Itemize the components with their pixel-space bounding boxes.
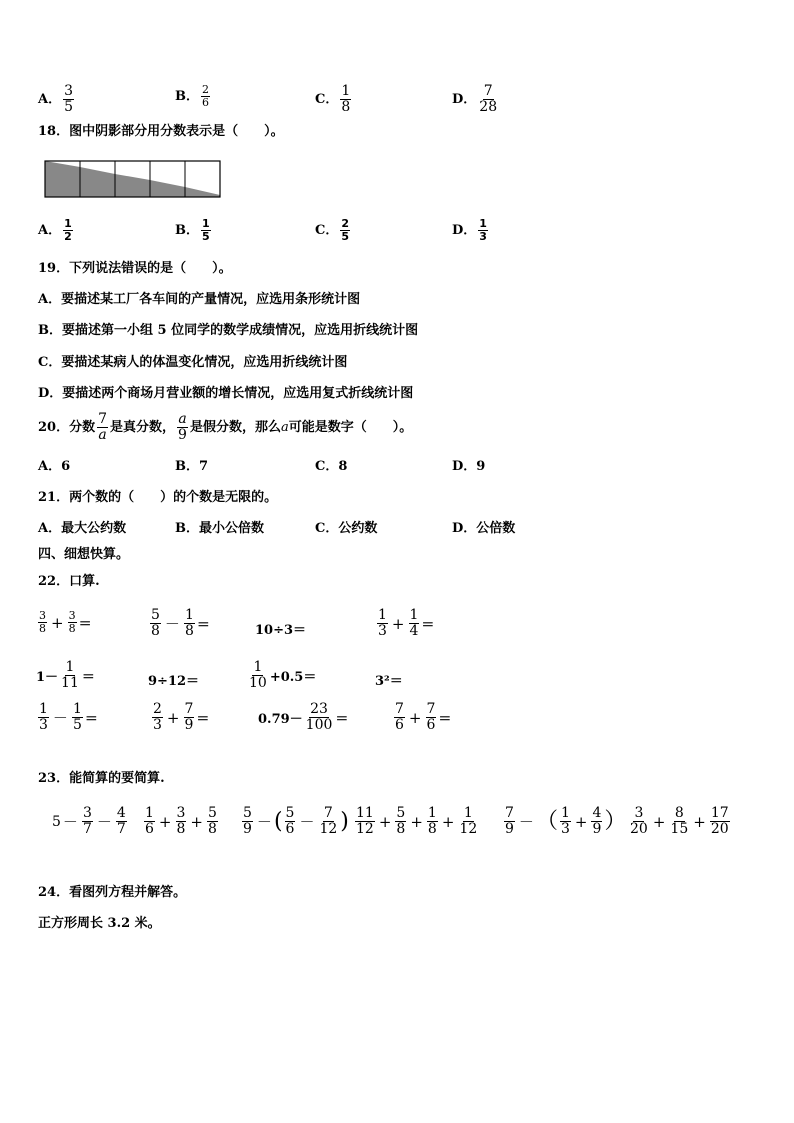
q18-question: 18．图中阴影部分用分数表示是（ ）。 bbox=[38, 124, 284, 139]
section-heading: 四、细想快算。 bbox=[38, 547, 130, 562]
q23-item-2: $\frac{1}{6}$ + $\frac{3}{8}$ + $\frac{5}{8}$ bbox=[145, 805, 217, 837]
q22-item-1: $\frac{3}{8}$ + $\frac{3}{8}$ ＝ bbox=[39, 609, 92, 635]
q22-item-12: $\frac{7}{6}$ + $\frac{7}{6}$ ＝ bbox=[395, 701, 452, 733]
q19-option-a: A．要描述某工厂各车间的产量情况，应选用条形统计图 bbox=[38, 292, 361, 307]
q21-option-a: A．最大公约数 bbox=[38, 521, 127, 536]
q18-shaded-figure bbox=[44, 160, 222, 198]
q20-option-d: D．9 bbox=[452, 459, 486, 474]
q21-option-c: C．公约数 bbox=[315, 521, 378, 536]
q22-item-8: 3²＝ bbox=[375, 674, 403, 689]
q22-item-11: 0.79－ $\frac{23}{100}$ ＝ bbox=[258, 701, 349, 733]
q22-item-10: $\frac{2}{3}$ + $\frac{7}{9}$ ＝ bbox=[153, 701, 210, 733]
q18-option-b: B． $\frac{1}{5}$ bbox=[175, 217, 210, 243]
q22-item-9: $\frac{1}{3}$ － $\frac{1}{5}$ ＝ bbox=[39, 701, 98, 733]
q22-item-4: $\frac{1}{3}$ + $\frac{1}{4}$ ＝ bbox=[378, 607, 435, 639]
q18-option-d: D． $\frac{1}{3}$ bbox=[452, 217, 487, 243]
q23-item-6: $\frac{3}{20}$ + $\frac{8}{15}$ + $\frac{17}{20}$ bbox=[630, 805, 729, 837]
q18-option-a: A． $\frac{1}{2}$ bbox=[38, 217, 72, 243]
q17-option-c: C． $\frac{1}{8}$ bbox=[315, 83, 351, 115]
q22-item-7: $\frac{1}{10}$ +0.5＝ bbox=[249, 659, 317, 691]
q20-question: 20．分数 $\frac{7}{a}$ 是真分数， $\frac{a}{9}$ 是假分数，那么 a 可能是数字（ ）。 bbox=[38, 411, 413, 443]
q21-option-d: D．公倍数 bbox=[452, 521, 516, 536]
q22-item-5: 1－ $\frac{1}{11}$ ＝ bbox=[36, 659, 95, 691]
q17-option-b: B． $\frac{2}{6}$ bbox=[175, 83, 209, 109]
q21-question: 21．两个数的（ ）的个数是无限的。 bbox=[38, 490, 278, 505]
q19-question: 19．下列说法错误的是（ ）。 bbox=[38, 261, 232, 276]
q22-item-2: $\frac{5}{8}$ － $\frac{1}{8}$ ＝ bbox=[151, 607, 210, 639]
q17-option-d: D． $\frac{7}{28}$ bbox=[452, 83, 498, 115]
q17-option-a: A． $\frac{3}{5}$ bbox=[38, 83, 74, 115]
q20-option-c: C．8 bbox=[315, 459, 348, 474]
q20-option-b: B．7 bbox=[175, 459, 209, 474]
q23-item-3: $\frac{5}{9}$ － ( $\frac{5}{6}$ － $\frac{7}{12}$ ) bbox=[243, 805, 349, 837]
q23-question: 23．能简算的要简算. bbox=[38, 771, 165, 786]
q19-option-c: C．要描述某病人的体温变化情况，应选用折线统计图 bbox=[38, 355, 348, 370]
q24-subtext: 正方形周长 3.2 米。 bbox=[38, 916, 161, 931]
q23-item-1: 5 － $\frac{3}{7}$ － $\frac{4}{7}$ bbox=[52, 805, 126, 837]
q23-item-5: $\frac{7}{9}$ － （ $\frac{1}{3}$ + $\frac{4}{9}$ ） bbox=[505, 805, 627, 837]
q22-item-6: 9÷12＝ bbox=[148, 674, 200, 689]
q23-item-4: $\frac{11}{12}$ + $\frac{5}{8}$ + $\frac{1}{8}$ + $\frac{1}{12}$ bbox=[356, 805, 478, 837]
q24-question: 24．看图列方程并解答。 bbox=[38, 885, 187, 900]
q19-option-d: D．要描述两个商场月营业额的增长情况，应选用复式折线统计图 bbox=[38, 386, 414, 401]
q22-item-3: 10÷3＝ bbox=[255, 623, 307, 638]
shaded-region bbox=[45, 161, 220, 197]
q20-option-a: A．6 bbox=[38, 459, 71, 474]
q18-option-c: C． $\frac{2}{5}$ bbox=[315, 217, 350, 243]
q19-option-b: B．要描述第一小组 5 位同学的数学成绩情况，应选用折线统计图 bbox=[38, 323, 419, 338]
q22-question: 22．口算. bbox=[38, 574, 100, 589]
q21-option-b: B．最小公倍数 bbox=[175, 521, 264, 536]
